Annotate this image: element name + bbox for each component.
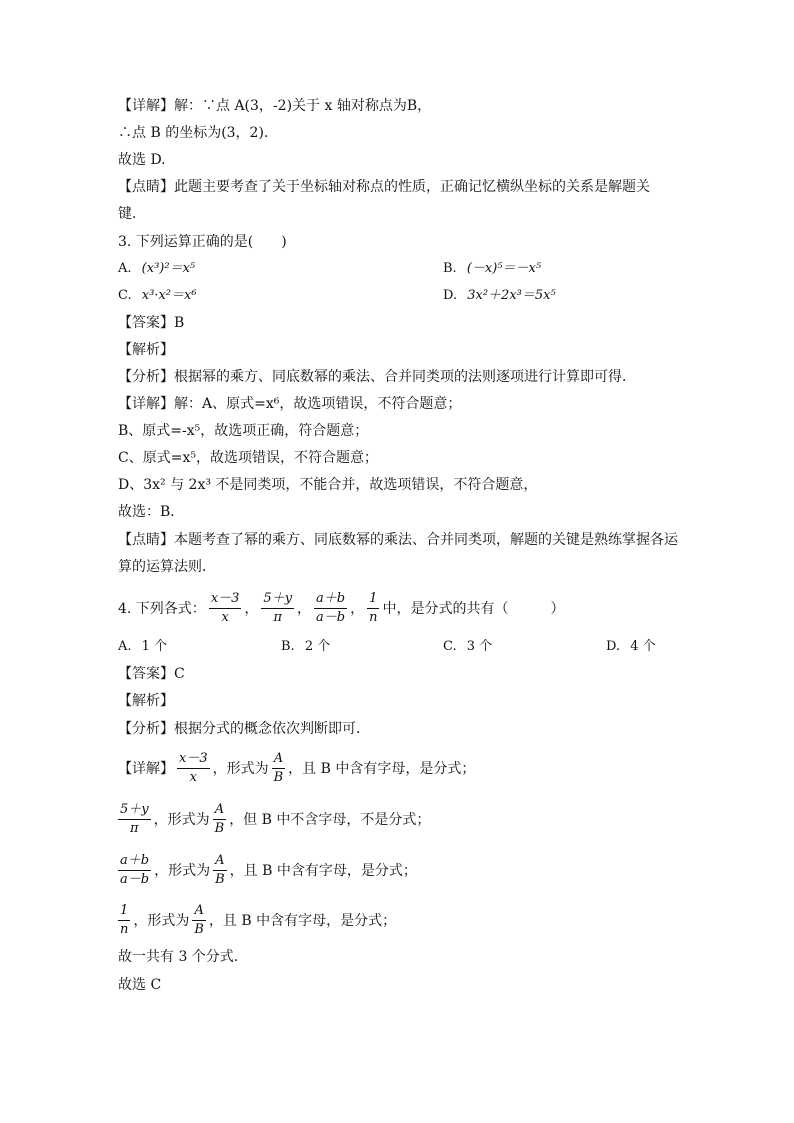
numerator: 5＋y xyxy=(118,802,151,820)
verdict: ，且 B 中含有字母，是分式； xyxy=(229,863,417,879)
q3-option-d xyxy=(443,286,556,306)
form-text: ，形式为 xyxy=(133,913,190,929)
numerator: 5＋y xyxy=(261,591,294,609)
denominator: B xyxy=(214,820,225,836)
q4-option-b xyxy=(281,637,330,657)
q3-detail-4: D、3x² 与 2x³ 不是同类项，不能合并，故选项错误，不符合题意， xyxy=(118,477,538,493)
q2-comment-2: 键． xyxy=(118,206,146,222)
numerator: 1 xyxy=(118,903,130,921)
option-label: A. xyxy=(118,639,132,654)
option-text: 1 个 xyxy=(141,639,168,654)
q2-coordinate: ∴点 B 的坐标为(3，2). xyxy=(118,125,269,141)
q3-comment-2: 算的运算法则． xyxy=(118,559,216,575)
q4-option-c xyxy=(443,637,492,657)
option-expr: x³·x²＝x⁶ xyxy=(141,288,197,303)
numerator: 1 xyxy=(367,591,379,609)
denominator: a－b xyxy=(316,609,346,625)
option-label: B. xyxy=(443,261,457,276)
q3-answer: 【答案】B xyxy=(118,315,185,331)
q3-detail-1: 【详解】解：A、原式=x⁶，故选项错误，不符合题意； xyxy=(118,396,462,412)
denominator: n xyxy=(369,609,378,625)
numerator: A xyxy=(213,802,226,820)
option-text: 2 个 xyxy=(304,639,331,654)
verdict: ，但 B 中不含字母，不是分式； xyxy=(229,812,431,828)
fraction-4 xyxy=(367,591,379,626)
verdict: ，且 B 中含有字母，是分式； xyxy=(288,761,476,777)
q4-analysis-heading: 【解析】 xyxy=(118,693,174,709)
option-label: B. xyxy=(281,639,295,654)
q3-option-a xyxy=(118,259,195,279)
option-label: D. xyxy=(443,288,458,303)
numerator: A xyxy=(213,853,226,871)
denominator: x xyxy=(189,769,197,785)
q4-analysis: 【分析】根据分式的概念依次判断即可． xyxy=(118,721,370,737)
option-expr: 3x²＋2x³＝5x⁵ xyxy=(467,288,556,303)
q3-choice: 故选：B． xyxy=(118,504,185,520)
form-fraction xyxy=(192,903,206,938)
q3-question: 3. 下列运算正确的是( ) xyxy=(118,234,287,250)
q3-comment-1: 【点睛】本题考查了幂的乘方、同底数幂的乘法、合并同类项，解题的关键是熟练掌握各运 xyxy=(118,532,678,548)
option-expr: (－x)⁵＝－x⁵ xyxy=(466,261,542,276)
fraction-2 xyxy=(261,591,294,626)
option-text: 3 个 xyxy=(466,639,493,654)
form-fraction xyxy=(213,853,227,888)
form-fraction xyxy=(213,802,227,837)
q2-comment-1: 【点睛】此题主要考查了关于坐标轴对称点的性质，正确记忆横纵坐标的关系是解题关 xyxy=(118,179,650,195)
q3-option-b xyxy=(443,259,541,279)
option-label: D. xyxy=(606,639,621,654)
numerator: a＋b xyxy=(314,591,347,609)
option-expr: (x³)²＝x⁵ xyxy=(141,261,196,276)
separator: ， xyxy=(244,601,259,617)
q4-detail-3 xyxy=(118,848,417,892)
q4-question-suffix: 中，是分式的共有（ ） xyxy=(382,601,565,617)
fraction-1 xyxy=(177,751,210,786)
denominator: B xyxy=(194,921,204,937)
form-text: ，形式为 xyxy=(154,863,211,879)
denominator: π xyxy=(130,820,139,836)
q4-detail-2 xyxy=(118,797,430,841)
q2-choice: 故选 D. xyxy=(118,152,166,168)
q3-detail-2: B、原式=-x⁵，故选项正确，符合题意； xyxy=(118,423,369,439)
q3-analysis: 【分析】根据幂的乘方、同底数幂的乘法、合并同类项的法则逐项进行计算即可得． xyxy=(118,369,636,385)
fraction-3 xyxy=(314,591,347,626)
q4-detail-4 xyxy=(118,898,396,942)
denominator: B xyxy=(215,871,225,887)
numerator: x－3 xyxy=(209,591,242,609)
separator: ， xyxy=(297,601,312,617)
option-label: A. xyxy=(118,261,132,276)
denominator: n xyxy=(120,921,129,937)
q4-option-a xyxy=(118,637,167,657)
q4-total: 故一共有 3 个分式． xyxy=(118,949,248,965)
q3-analysis-heading: 【解析】 xyxy=(118,342,174,358)
form-text: ，形式为 xyxy=(153,812,210,828)
numerator: x－3 xyxy=(177,751,210,769)
denominator: a－b xyxy=(120,871,150,887)
q3-option-c xyxy=(118,286,197,306)
option-label: C. xyxy=(118,288,132,303)
q4-question xyxy=(118,586,565,630)
q4-answer: 【答案】C xyxy=(118,666,185,682)
fraction-2 xyxy=(118,802,151,837)
q3-detail-3: C、原式=x⁵，故选项错误，不符合题意； xyxy=(118,450,378,466)
option-label: C. xyxy=(443,639,457,654)
denominator: x xyxy=(221,609,229,625)
fraction-3 xyxy=(118,853,151,888)
numerator: A xyxy=(192,903,205,921)
fraction-4 xyxy=(118,903,130,938)
denominator: B xyxy=(273,769,284,785)
form-text: ，形式为 xyxy=(212,761,269,777)
q4-choice: 故选 C xyxy=(118,977,162,993)
numerator: a＋b xyxy=(118,853,151,871)
option-text: 4 个 xyxy=(630,639,656,654)
q4-option-d xyxy=(606,637,656,657)
q4-detail-tag: 【详解】 xyxy=(118,761,174,777)
form-fraction xyxy=(272,751,286,786)
numerator: A xyxy=(272,751,285,769)
q4-detail-1 xyxy=(118,746,475,790)
q2-detail: 【详解】解：∵点 A(3，-2)关于 x 轴对称点为B， xyxy=(118,98,432,114)
denominator: π xyxy=(273,609,282,625)
q4-question-prefix: 4. 下列各式： xyxy=(118,601,206,617)
separator: ， xyxy=(350,601,365,617)
verdict: ，且 B 中含有字母，是分式； xyxy=(208,913,397,929)
fraction-1 xyxy=(209,591,242,626)
